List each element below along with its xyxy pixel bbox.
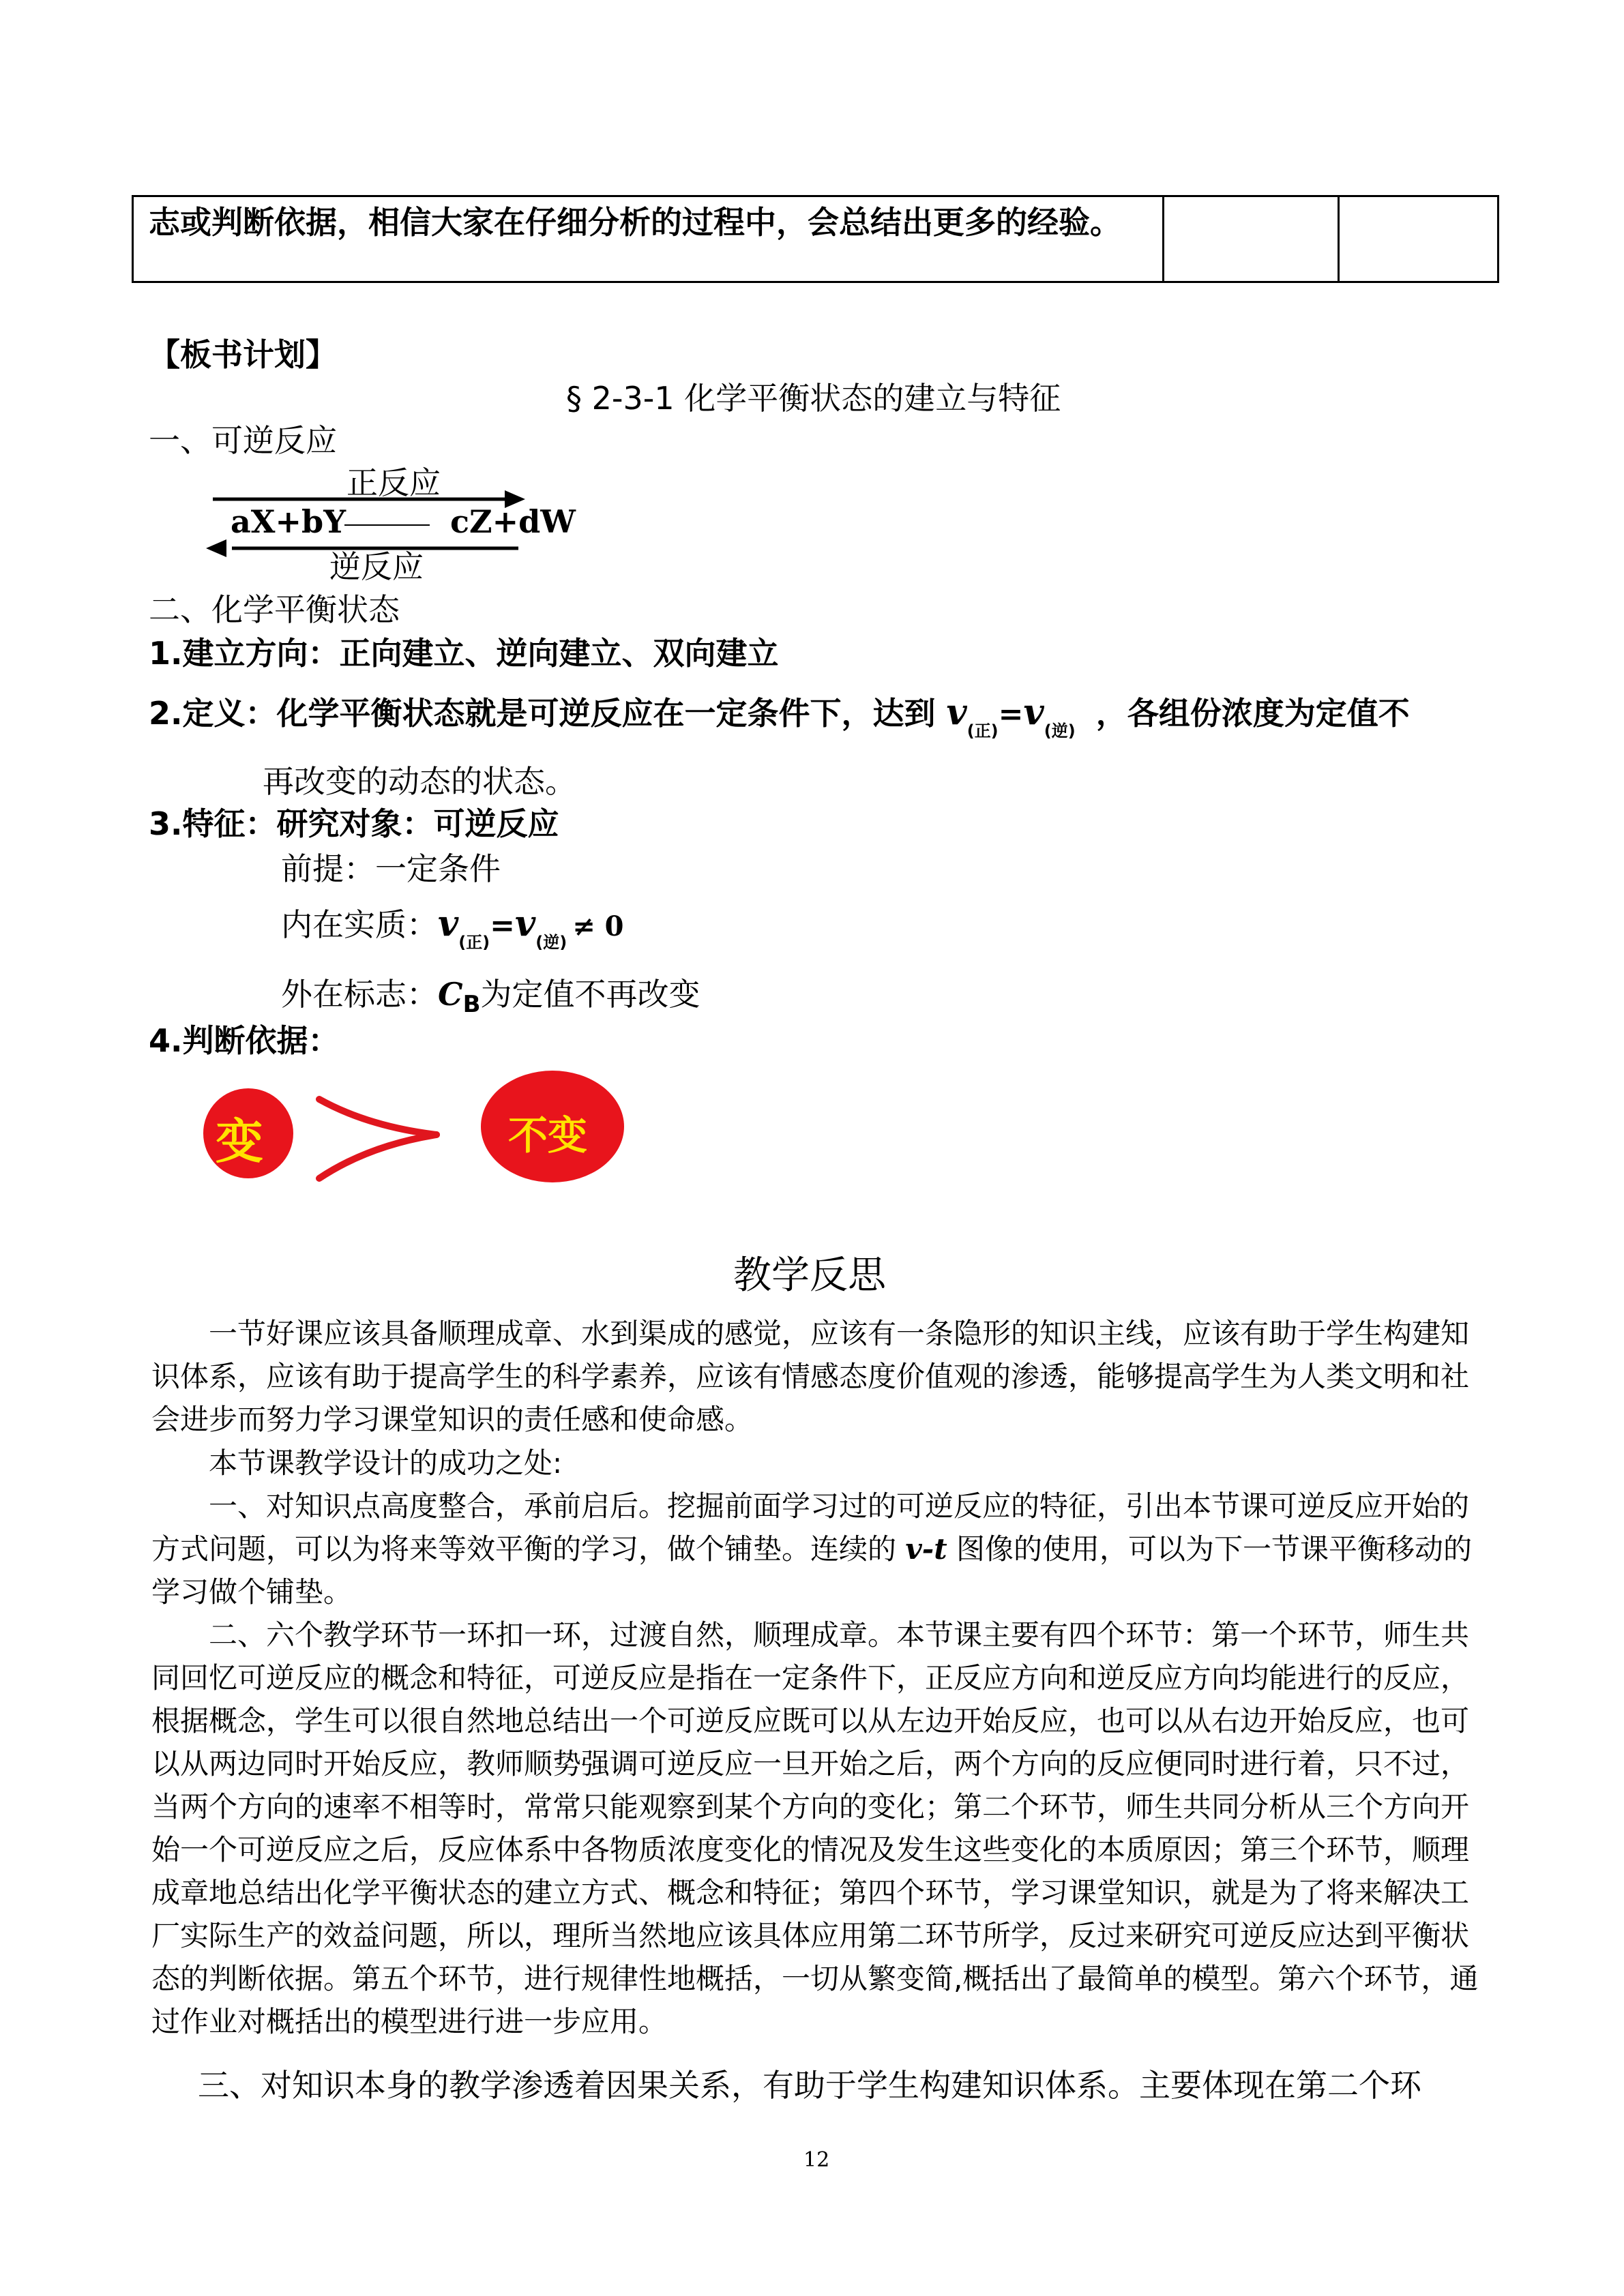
definition-prefix: 2.定义：化学平衡状态就是可逆反应在一定条件下，达到 xyxy=(149,695,936,732)
circle-change-label: 变 xyxy=(216,1114,263,1169)
board-plan-heading: 【板书计划】 xyxy=(149,336,337,373)
reflection-paragraph-5: 三、对知识本身的教学渗透着因果关系，有助于学生构建知识体系。主要体现在第二个环 xyxy=(198,2067,1421,2104)
essence-label: 内在实质： xyxy=(281,906,438,943)
item-judgment-basis: 4.判断依据： xyxy=(149,1022,340,1059)
section-reversible-reaction: 一、可逆反应 xyxy=(149,422,337,459)
cb-subscript: B xyxy=(462,991,481,1018)
not-zero: ≠ 0 xyxy=(572,910,624,942)
v-symbol: v xyxy=(438,903,459,944)
v-symbol: v xyxy=(946,691,967,733)
cb-symbol: C xyxy=(438,976,463,1013)
section-equilibrium-state: 二、化学平衡状态 xyxy=(149,591,400,628)
board-plan-title: § 2-3-1 化学平衡状态的建立与特征 xyxy=(566,380,1061,417)
reflection-title: 教学反思 xyxy=(733,1253,886,1298)
table-column-divider xyxy=(1162,197,1164,281)
equation-products: cZ+dW xyxy=(450,503,576,540)
features-text: 3.特征：研究对象：可逆反应 xyxy=(149,805,559,842)
reflection-paragraph-4 xyxy=(151,1613,1481,2043)
feature-external-sign xyxy=(281,970,700,1018)
definition-suffix: ，各组份浓度为定值不 xyxy=(1095,695,1410,732)
subscript-reverse: (逆) xyxy=(535,933,567,952)
page-number: 12 xyxy=(803,2148,830,2172)
definition-continuation: 再改变的动态的状态。 xyxy=(263,763,576,800)
item-definition xyxy=(149,689,1410,741)
subscript-forward: (正) xyxy=(966,721,999,741)
vt-graph-term: v-t xyxy=(905,1532,947,1566)
sign-label: 外在标志： xyxy=(281,976,438,1013)
table-cell-text: 志或判断依据，相信大家在仔细分析的过程中，会总结出更多的经验。 xyxy=(149,204,1121,241)
reverse-reaction-label: 逆反应 xyxy=(329,548,424,585)
sign-suffix: 为定值不再改变 xyxy=(480,976,700,1013)
item-establishment-direction: 1.建立方向：正向建立、逆向建立、双向建立 xyxy=(149,635,779,672)
reflection-p1-text: 一节好课应该具备顺理成章、水到渠成的感觉，应该有一条隐形的知识主线，应该有助于学生构建知识体系，应该有助于提高学生的科学素养，应该有情感态度价值观的渗透，能够提高学生为人类文明和社会进步而努力学习课堂知识的责任感和使命感。 xyxy=(151,1317,1470,1436)
v-symbol: v xyxy=(515,903,536,944)
forward-reaction-label: 正反应 xyxy=(346,464,441,501)
equals-sign: = xyxy=(998,697,1024,732)
reflection-p3-text: 一、对知识点高度整合，承前启后。挖掘前面学习过的可逆反应的特征，引出本节课可逆反应开始的方式问题，可以为将来等效平衡的学习，做个铺垫。连续的 xyxy=(151,1489,1470,1566)
feature-essence xyxy=(281,900,623,953)
subscript-forward: (正) xyxy=(458,933,490,952)
circle-constant-label: 不变 xyxy=(508,1112,588,1159)
subscript-reverse: (逆) xyxy=(1044,721,1076,741)
item-features xyxy=(149,799,559,844)
feature-premise: 前提：一定条件 xyxy=(281,850,501,887)
reflection-paragraph-1 xyxy=(151,1312,1481,1441)
reflection-p2-text: 本节课教学设计的成功之处: xyxy=(209,1446,563,1480)
table-column-divider xyxy=(1338,197,1340,281)
reflection-paragraph-2 xyxy=(151,1442,1481,1485)
equation-reactants: aX+bY xyxy=(231,503,346,540)
reflection-paragraph-3 xyxy=(151,1485,1481,1613)
equals-sign: = xyxy=(490,908,516,943)
continuation-table xyxy=(132,195,1499,283)
v-symbol: v xyxy=(1023,691,1044,733)
reflection-p3-text-cont: 图像的使用，可以为下一节课平衡移动的学习做个铺垫。 xyxy=(151,1532,1472,1609)
reflection-p4-text: 二、六个教学环节一环扣一环，过渡自然，顺理成章。本节课主要有四个环节：第一个环节，师生共同回忆可逆反应的概念和特征，可逆反应是指在一定条件下，正反应方向和逆反应方向均能进行的反应，根据概念，学生可以很自然地总结出一个可逆反应既可以从左边开始反应，也可以从右边开始反应，也可以从两边同时开始反应，教师顺势强调可逆反应一旦开始之后，两个方向的反应便同时进行着，只不过，当两个方向的速率不相等时，常常只能观察到某个方向的变化；第二个环节，师生共同分析从三个方向开始一个可逆反应之后，反应体系中各物质浓度变化的情况及发生这些变化的本质原因；第三个环节，顺理成章地总结出化学平衡状态的建立方式、概念和特征；第四个环节，学习课堂知识，就是为了将来解决工厂实际生产的效益问题，所以，理所当然地应该具体应用第二环节所学，反过来研究可逆反应达到平衡状态的判断依据。第五个环节，进行规律性地概括，一切从繁变简,概括出了最简单的模型。第六个环节，通过作业对概括出的模型进行进一步应用。 xyxy=(151,1618,1479,2038)
